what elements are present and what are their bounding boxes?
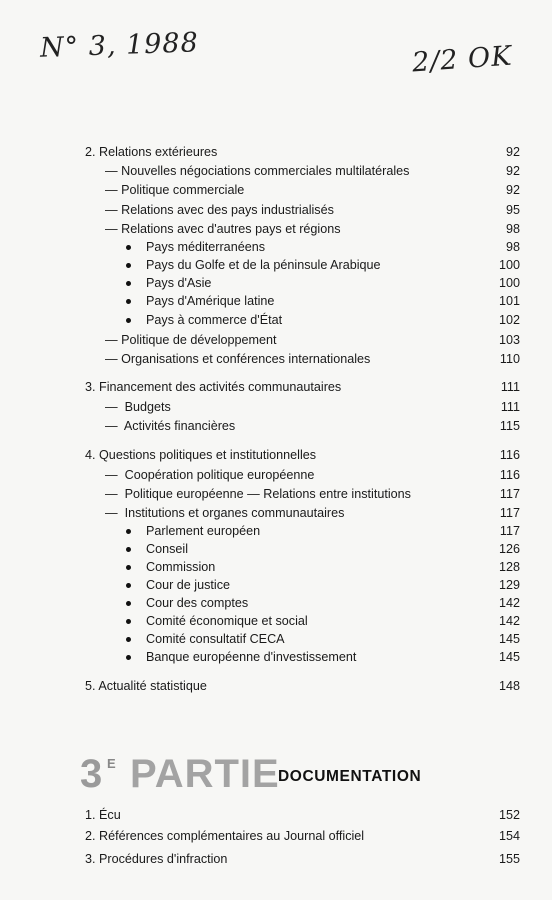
bullet-icon <box>126 601 131 606</box>
handwritten-issue-note: N° 3, 1988 <box>39 27 200 64</box>
page-number: 142 <box>498 596 520 610</box>
toc-bullet-item <box>126 522 520 540</box>
page-number: 100 <box>498 258 520 272</box>
subitem-title: Politique commerciale <box>121 183 245 197</box>
subitem-title: Budgets <box>124 400 171 414</box>
page-number: 101 <box>498 294 520 308</box>
toc-subitem <box>105 162 520 180</box>
page-number: 129 <box>498 578 520 592</box>
toc-subitem <box>105 201 520 219</box>
subitem-title: Organisations et conférences internationales <box>121 352 371 366</box>
page-number: 117 <box>499 487 520 501</box>
page-number: 155 <box>498 852 520 866</box>
section-number: 4. <box>85 448 96 462</box>
handwritten-ok-note: 2/2 OK <box>411 40 514 79</box>
page-number: 115 <box>499 419 520 433</box>
toc-bullet-item <box>126 292 520 310</box>
bullet-title: Comité économique et social <box>146 614 308 628</box>
page-number: 103 <box>498 333 520 347</box>
part-number: 3 <box>80 752 104 796</box>
toc-section <box>85 446 520 464</box>
item-title: Références complémentaires au Journal officiel <box>99 829 365 843</box>
bullet-title: Banque européenne d'investissement <box>146 650 357 664</box>
subitem-title: Coopération politique européenne <box>124 468 315 482</box>
bullet-icon <box>126 655 131 660</box>
section-number: 3. <box>85 380 96 394</box>
dash: — <box>105 506 118 520</box>
page-number: 92 <box>505 183 520 197</box>
page-number: 145 <box>498 632 520 646</box>
toc-bullet-item <box>126 540 520 558</box>
toc-subitem <box>105 485 520 503</box>
toc-bullet-item <box>126 558 520 576</box>
page-number: 92 <box>505 145 520 159</box>
page-number: 116 <box>499 468 520 482</box>
dash: — <box>105 333 118 347</box>
bullet-icon <box>126 299 131 304</box>
item-title: Procédures d'infraction <box>99 852 228 866</box>
toc-bullet-item <box>126 576 520 594</box>
dash: — <box>105 419 118 433</box>
bullet-icon <box>126 583 131 588</box>
toc-section <box>85 677 520 695</box>
bullet-title: Parlement européen <box>146 524 261 538</box>
item-number: 2. <box>85 829 96 843</box>
part-word: PARTIE <box>130 752 280 796</box>
page-number: 128 <box>498 560 520 574</box>
bullet-title: Pays du Golfe et de la péninsule Arabique <box>146 258 381 272</box>
bullet-icon <box>126 637 131 642</box>
toc-subitem <box>105 220 520 238</box>
toc-subitem <box>105 504 520 522</box>
page-number: 111 <box>500 400 520 414</box>
page-number: 98 <box>505 240 520 254</box>
toc-bullet-item <box>126 648 520 666</box>
bullet-title: Pays d'Amérique latine <box>146 294 275 308</box>
page-number: 152 <box>498 808 520 822</box>
bullet-title: Cour de justice <box>146 578 230 592</box>
page-number: 148 <box>498 679 520 693</box>
subitem-title: Activités financières <box>123 419 236 433</box>
dash: — <box>105 352 118 366</box>
bullet-title: Comité consultatif CECA <box>146 632 285 646</box>
dash: — <box>105 400 118 414</box>
section-title: Financement des activités communautaires <box>99 380 342 394</box>
toc-subitem <box>105 350 520 368</box>
page-number: 154 <box>498 829 520 843</box>
bullet-icon <box>126 565 131 570</box>
dash: — <box>105 203 118 217</box>
page-number: 92 <box>505 164 520 178</box>
subitem-title: Institutions et organes communautaires <box>124 506 345 520</box>
page-number: 102 <box>498 313 520 327</box>
item-number: 3. <box>85 852 96 866</box>
bullet-title: Commission <box>146 560 216 574</box>
subitem-title: Relations avec d'autres pays et régions <box>121 222 341 236</box>
toc-subitem <box>105 181 520 199</box>
page-number: 126 <box>498 542 520 556</box>
toc-doc-item <box>85 827 520 845</box>
toc-bullet-item <box>126 311 520 329</box>
bullet-title: Pays à commerce d'État <box>146 313 283 327</box>
dash: — <box>105 468 118 482</box>
item-title: Écu <box>99 808 121 822</box>
bullet-icon <box>126 547 131 552</box>
bullet-title: Conseil <box>146 542 188 556</box>
bullet-title: Cour des comptes <box>146 596 249 610</box>
section-title: Questions politiques et institutionnelles <box>99 448 317 462</box>
page-number: 98 <box>505 222 520 236</box>
bullet-icon <box>126 245 131 250</box>
toc-bullet-item <box>126 630 520 648</box>
page-number: 145 <box>498 650 520 664</box>
page-number: 142 <box>498 614 520 628</box>
dash: — <box>105 222 118 236</box>
bullet-icon <box>126 529 131 534</box>
bullet-icon <box>126 318 131 323</box>
section-title: Actualité statistique <box>98 679 207 693</box>
section-number: 2. <box>85 145 96 159</box>
toc-subitem <box>105 331 520 349</box>
page-number: 117 <box>499 506 520 520</box>
toc-bullet-item <box>126 612 520 630</box>
toc-bullet-item <box>126 274 520 292</box>
page-number: 100 <box>498 276 520 290</box>
page-number: 110 <box>499 352 520 366</box>
subitem-title: Nouvelles négociations commerciales multilatérales <box>121 164 410 178</box>
part-number-superscript: E <box>107 756 116 771</box>
dash: — <box>105 164 118 178</box>
subitem-title: Relations avec des pays industrialisés <box>121 203 334 217</box>
toc-doc-item <box>85 806 520 824</box>
dash: — <box>105 487 118 501</box>
toc-bullet-item <box>126 256 520 274</box>
item-number: 1. <box>85 808 96 822</box>
section-number: 5. <box>85 679 96 693</box>
bullet-icon <box>126 281 131 286</box>
section-title: Relations extérieures <box>99 145 218 159</box>
toc-subitem <box>105 398 520 416</box>
bullet-title: Pays d'Asie <box>146 276 212 290</box>
part-title: DOCUMENTATION <box>278 768 422 785</box>
toc-bullet-item <box>126 238 520 256</box>
dash: — <box>105 183 118 197</box>
subitem-title: Politique de développement <box>121 333 277 347</box>
toc-section <box>85 143 520 161</box>
page-number: 116 <box>499 448 520 462</box>
page-number: 111 <box>500 380 520 394</box>
toc-doc-item <box>85 850 520 868</box>
bullet-icon <box>126 263 131 268</box>
toc-subitem <box>105 466 520 484</box>
bullet-title: Pays méditerranéens <box>146 240 266 254</box>
toc-subitem <box>105 417 520 435</box>
page-number: 95 <box>505 203 520 217</box>
page-number: 117 <box>499 524 520 538</box>
subitem-title: Politique européenne — Relations entre institutions <box>124 487 411 501</box>
bullet-icon <box>126 619 131 624</box>
toc-bullet-item <box>126 594 520 612</box>
toc-section <box>85 378 520 396</box>
